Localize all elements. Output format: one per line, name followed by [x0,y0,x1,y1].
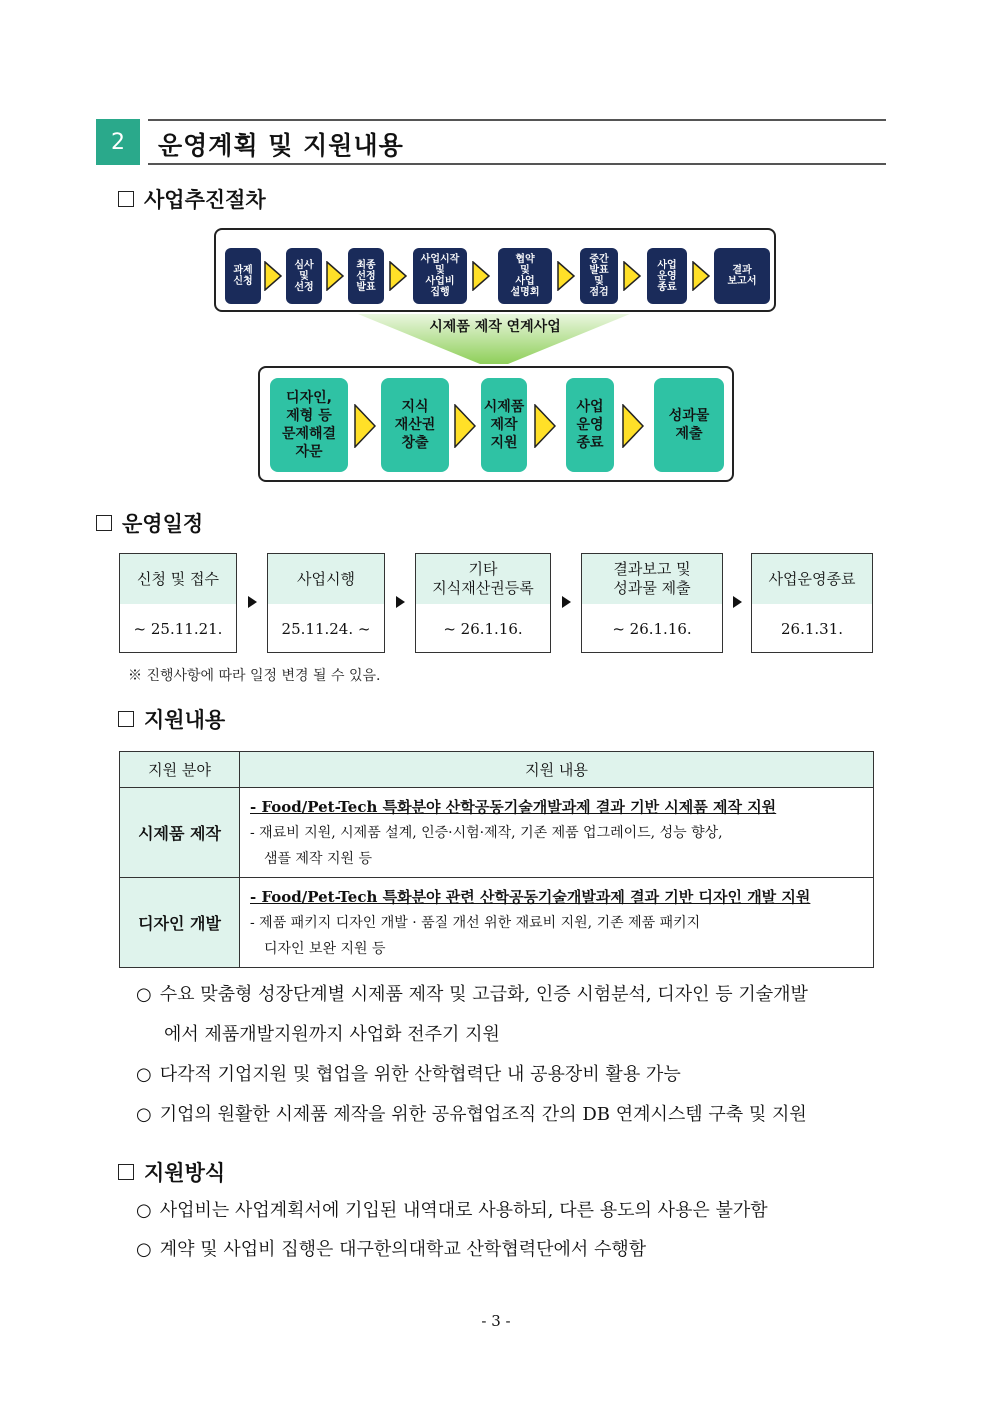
procedure-heading-text: 사업추진절차 [144,187,266,212]
sub-step-box: 사업 운영 종료 [566,378,614,472]
schedule-item [581,553,723,653]
link-label: 시제품 제작 연계사업 [429,319,561,335]
schedule-date: ~ 25.11.21. [133,620,223,638]
schedule-item [415,553,551,653]
triangle-right-icon [733,596,742,608]
arrow-right-icon [623,261,641,291]
checkbox-square-icon [96,515,112,531]
arrow-right-icon [534,404,556,448]
description-detail: 디자인 보완 지원 등 [264,940,386,957]
bullet-text: 수요 맞춤형 성장단계별 시제품 제작 및 고급화, 인증 시험분석, 디자인 등 기술개발 [159,984,808,1005]
schedule-label: 사업운영종료 [752,554,872,604]
schedule-label: 사업시행 [268,554,384,604]
schedule-label: 기타 지식재산권등록 [416,554,550,604]
description-detail: - 재료비 지원, 시제품 설계, 인증·시험·제작, 기존 제품 업그레이드, 성능 향상, [250,824,723,841]
checkbox-square-icon [118,711,134,727]
sub-step-box: 지식 재산권 창출 [381,378,449,472]
column-header: 지원 내용 [240,752,874,788]
sub-step-box: 시제품 제작 지원 [481,378,527,472]
checkbox-square-icon [118,1164,134,1180]
sub-step-box: 성과물 제출 [654,378,724,472]
arrow-right-icon [557,261,575,291]
bullet-item [136,1102,807,1128]
bullet-continuation: 에서 제품개발지원까지 사업화 전주기 지원 [164,1024,500,1045]
table-header-row [120,752,874,788]
support-field: 시제품 제작 [120,788,240,878]
circle-bullet-icon: ○ [136,1104,152,1125]
step-box: 과제 신청 [225,248,261,304]
description-detail: 샘플 제작 지원 등 [264,850,373,867]
step-box: 심사 및 선정 [286,248,322,304]
method-heading-text: 지원방식 [144,1160,226,1185]
arrow-right-icon [472,261,490,291]
support-table [119,751,874,968]
arrow-right-icon [354,404,376,448]
support-description [240,878,874,968]
procedure-flow [214,228,776,312]
schedule-heading [96,508,203,538]
table-row [120,878,874,968]
step-box: 협약 및 사업 설명회 [498,248,552,304]
description-main: - Food/Pet-Tech 특화분야 산학공동기술개발과제 결과 기반 시제품 제작 지원 [250,797,777,816]
support-field: 디자인 개발 [120,878,240,968]
schedule-date: ~ 26.1.16. [612,620,692,638]
schedule-date: 25.11.24. ~ [281,620,371,638]
description-main: - Food/Pet-Tech 특화분야 관련 산학공동기술개발과제 결과 기반 디자인 개발 지원 [250,887,811,906]
step-box: 사업 운영 종료 [647,248,687,304]
schedule-heading-text: 운영일정 [122,511,204,536]
arrow-right-icon [622,404,644,448]
section-rule-top [148,119,886,121]
triangle-right-icon [396,596,405,608]
schedule-label: 신청 및 접수 [120,554,236,604]
bullet-text: 기업의 원활한 시제품 제작을 위한 공유협업조직 간의 DB 연계시스템 구축 및 지원 [159,1104,807,1125]
section-rule-bottom [148,163,886,165]
page-number: - 3 - [481,1312,511,1330]
schedule-item [119,553,237,653]
description-detail: - 제품 패키지 디자인 개발 · 품질 개선 위한 재료비 지원, 기존 제품 패키지 [250,914,701,931]
bullet-text: 다각적 기업지원 및 협업을 위한 산학협력단 내 공용장비 활용 가능 [159,1064,681,1085]
prototype-flow [258,366,734,482]
step-box: 결과 보고서 [714,248,770,304]
schedule-date: ~ 26.1.16. [443,620,523,638]
circle-bullet-icon: ○ [136,1200,152,1221]
schedule-note: ※ 진행사항에 따라 일정 변경 될 수 있음. [128,668,381,684]
section-number: 2 [96,119,140,165]
arrow-right-icon [454,404,476,448]
bullet-item [136,982,808,1008]
schedule-date: 26.1.31. [780,620,844,638]
support-description [240,788,874,878]
bullet-item [136,1062,681,1088]
support-heading [118,704,225,734]
schedule-item [751,553,873,653]
schedule-label: 결과보고 및 성과물 제출 [582,554,722,604]
sub-step-box: 디자인, 제형 등 문제해결 자문 [270,378,348,472]
circle-bullet-icon: ○ [136,984,152,1005]
method-heading [118,1157,225,1187]
arrow-right-icon [692,261,710,291]
bullet-item [136,1237,646,1263]
support-heading-text: 지원내용 [144,707,226,732]
circle-bullet-icon: ○ [136,1064,152,1085]
triangle-right-icon [248,596,257,608]
circle-bullet-icon: ○ [136,1239,152,1260]
step-box: 최종 선정 발표 [348,248,384,304]
table-row [120,788,874,878]
checkbox-square-icon [118,191,134,207]
step-box: 사업시작 및 사업비 집행 [413,248,467,304]
arrow-right-icon [264,261,282,291]
triangle-right-icon [562,596,571,608]
bullet-item [136,1198,768,1224]
schedule-item [267,553,385,653]
bullet-text: 계약 및 사업비 집행은 대구한의대학교 산학협력단에서 수행함 [159,1239,647,1260]
column-header: 지원 분야 [120,752,240,788]
procedure-heading [118,184,266,214]
arrow-right-icon [326,261,344,291]
arrow-right-icon [389,261,407,291]
bullet-text: 사업비는 사업계획서에 기입된 내역대로 사용하되, 다른 용도의 사용은 불가함 [159,1200,768,1221]
section-title: 운영계획 및 지원내용 [158,131,404,160]
step-box: 중간 발표 및 점검 [580,248,618,304]
